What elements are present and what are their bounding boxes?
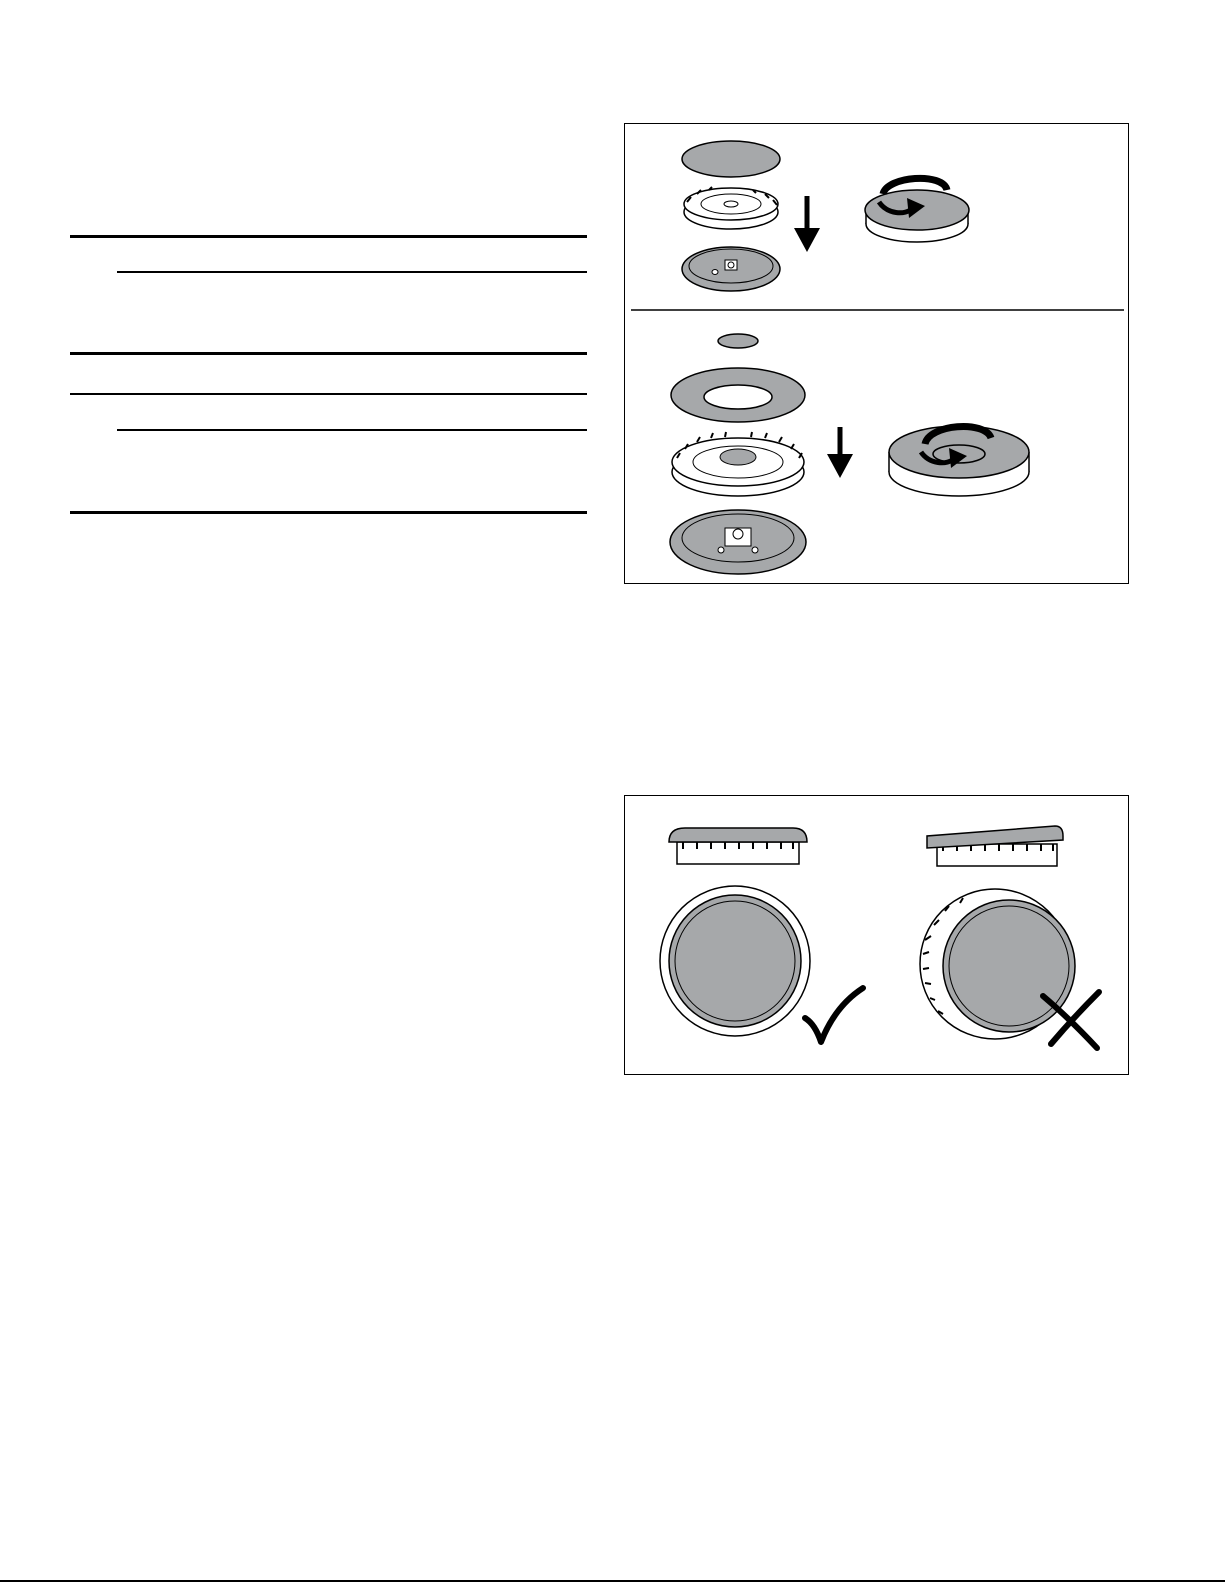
cap-position-figure — [624, 795, 1129, 1075]
large-burner-inner-cap-icon — [718, 334, 758, 348]
table-rule-section — [70, 352, 587, 355]
small-burner-cap-icon — [682, 141, 780, 177]
large-burner-ring-icon — [672, 432, 804, 496]
table-rule-top — [70, 235, 587, 238]
cap-side-view-correct-icon — [669, 828, 807, 864]
small-burner-assembled-icon — [865, 190, 969, 242]
table-rule-indented-2 — [117, 429, 587, 431]
table-rule-bottom — [70, 511, 587, 514]
burner-assembly-illustration — [625, 124, 1130, 585]
large-burner-base-icon — [670, 510, 806, 574]
down-arrow-icon-large — [827, 427, 853, 478]
large-burner-outer-cap-icon — [671, 368, 805, 422]
table-rule-row — [70, 393, 587, 395]
small-burner-base-icon — [682, 247, 780, 291]
cap-top-view-correct-icon — [660, 886, 810, 1036]
correct-check-icon — [805, 988, 863, 1042]
small-burner-ring-icon — [684, 187, 778, 229]
cap-top-view-incorrect-icon — [920, 889, 1075, 1039]
page-footer-rule — [0, 1580, 1225, 1582]
table-rule-indented — [117, 271, 587, 273]
down-arrow-icon — [794, 196, 820, 252]
incorrect-cross-icon — [1043, 992, 1099, 1048]
cap-side-view-incorrect-icon — [927, 826, 1063, 866]
cap-position-illustration — [625, 796, 1130, 1076]
burner-assembly-figure — [624, 123, 1129, 584]
